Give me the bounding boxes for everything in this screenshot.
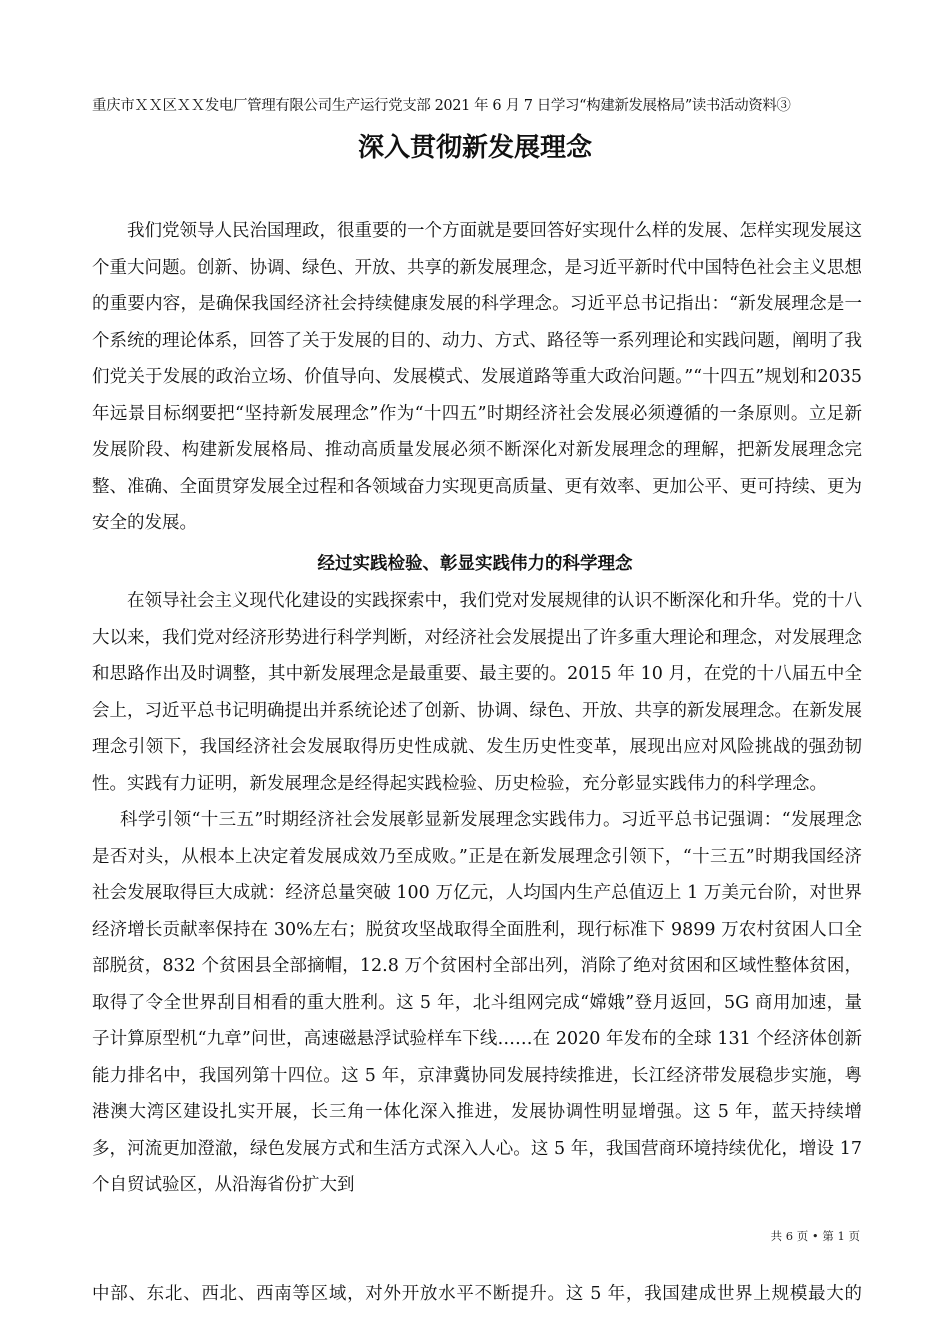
document-header: 重庆市ＸＸ区ＸＸ发电厂管理有限公司生产运行党支部 2021 年 6 月 7 日学习“构建新发展格局”读书活动资料③ bbox=[92, 98, 791, 114]
page-title: 深入贯彻新发展理念 bbox=[357, 133, 592, 163]
section-paragraph-2: 科学引领“十三五”时期经济社会发展彰显新发展理念实践伟力。习近平总书记强调：“发展理念是否对头，从根本上决定着发展成效乃至成败。”正是在新发展理念引领下，“十三五”时期我国经济社会发展取得巨大成就：经济总量突破 100 万亿元，人均国内生产总值迈上 1 万美元台阶，对世界经济增长贡献率保持在 30%左右；脱贫攻坚战取得全面胜利，现行标准下 9899 万农村贫困人口全部脱贫，832 个贫困县全部摘帽，12.8 万个贫困村全部出列，消除了绝对贫困和区域性整体贫困，取得了令全世界刮目相看的重大胜利。这 5 年，北斗组网完成“嫦娥”登月返回，5G 商用加速，量子计算原型机“九章”问世，高速磁悬浮试验样车下线……在 2020 年发布的全球 131 个经济体创新能力排名中，我国列第十四位。这 5 年，京津冀协同发展持续推进，长江经济带发展稳步实施，粤港澳大湾区建设扎实开展，长三角一体化深入推进，发展协调性明显增强。这 5 年，蓝天持续增多，河流更加澄澈，绿色发展方式和生活方式深入人心。这 5 年，我国营商环境持续优化，增设 17 个自贸试验区，从沿海省份扩大到 bbox=[92, 810, 862, 1195]
section-heading: 经过实践检验、彰显实践伟力的科学理念 bbox=[317, 554, 633, 574]
intro-section bbox=[92, 213, 862, 542]
page-footer: 共 6 页 • 第 1 页 bbox=[770, 1229, 860, 1243]
section-body bbox=[92, 583, 862, 1204]
continuation-line: 中部、东北、西北、西南等区域，对外开放水平不断提升。这 5 年，我国建成世界上规模最大的 bbox=[92, 1284, 862, 1304]
section-paragraph-1: 在领导社会主义现代化建设的实践探索中，我们党对发展规律的认识不断深化和升华。党的十八大以来，我们党对经济形势进行科学判断，对经济社会发展提出了许多重大理论和理念，对发展理念和思路作出及时调整，其中新发展理念是最重要、最主要的。2015 年 10 月，在党的十八届五中全会上，习近平总书记明确提出并系统论述了创新、协调、绿色、开放、共享的新发展理念。在新发展理念引领下，我国经济社会发展取得历史性成就、发生历史性变革，展现出应对风险挑战的强劲韧性。实践有力证明，新发展理念是经得起实践检验、历史检验，充分彰显实践伟力的科学理念。 bbox=[92, 591, 862, 794]
intro-paragraph: 我们党领导人民治国理政，很重要的一个方面就是要回答好实现什么样的发展、怎样实现发展这个重大问题。创新、协调、绿色、开放、共享的新发展理念，是习近平新时代中国特色社会主义思想的重要内容，是确保我国经济社会持续健康发展的科学理念。习近平总书记指出：“新发展理念是一个系统的理论体系，回答了关于发展的目的、动力、方式、路径等一系列理论和实践问题，阐明了我们党关于发展的政治立场、价值导向、发展模式、发展道路等重大政治问题。”“十四五”规划和2035年远景目标纲要把“坚持新发展理念”作为“十四五”时期经济社会发展必须遵循的一条原则。立足新发展阶段、构建新发展格局、推动高质量发展必须不断深化对新发展理念的理解，把新发展理念完整、准确、全面贯穿发展全过程和各领域奋力实现更高质量、更有效率、更加公平、更可持续、更为安全的发展。 bbox=[92, 221, 862, 533]
